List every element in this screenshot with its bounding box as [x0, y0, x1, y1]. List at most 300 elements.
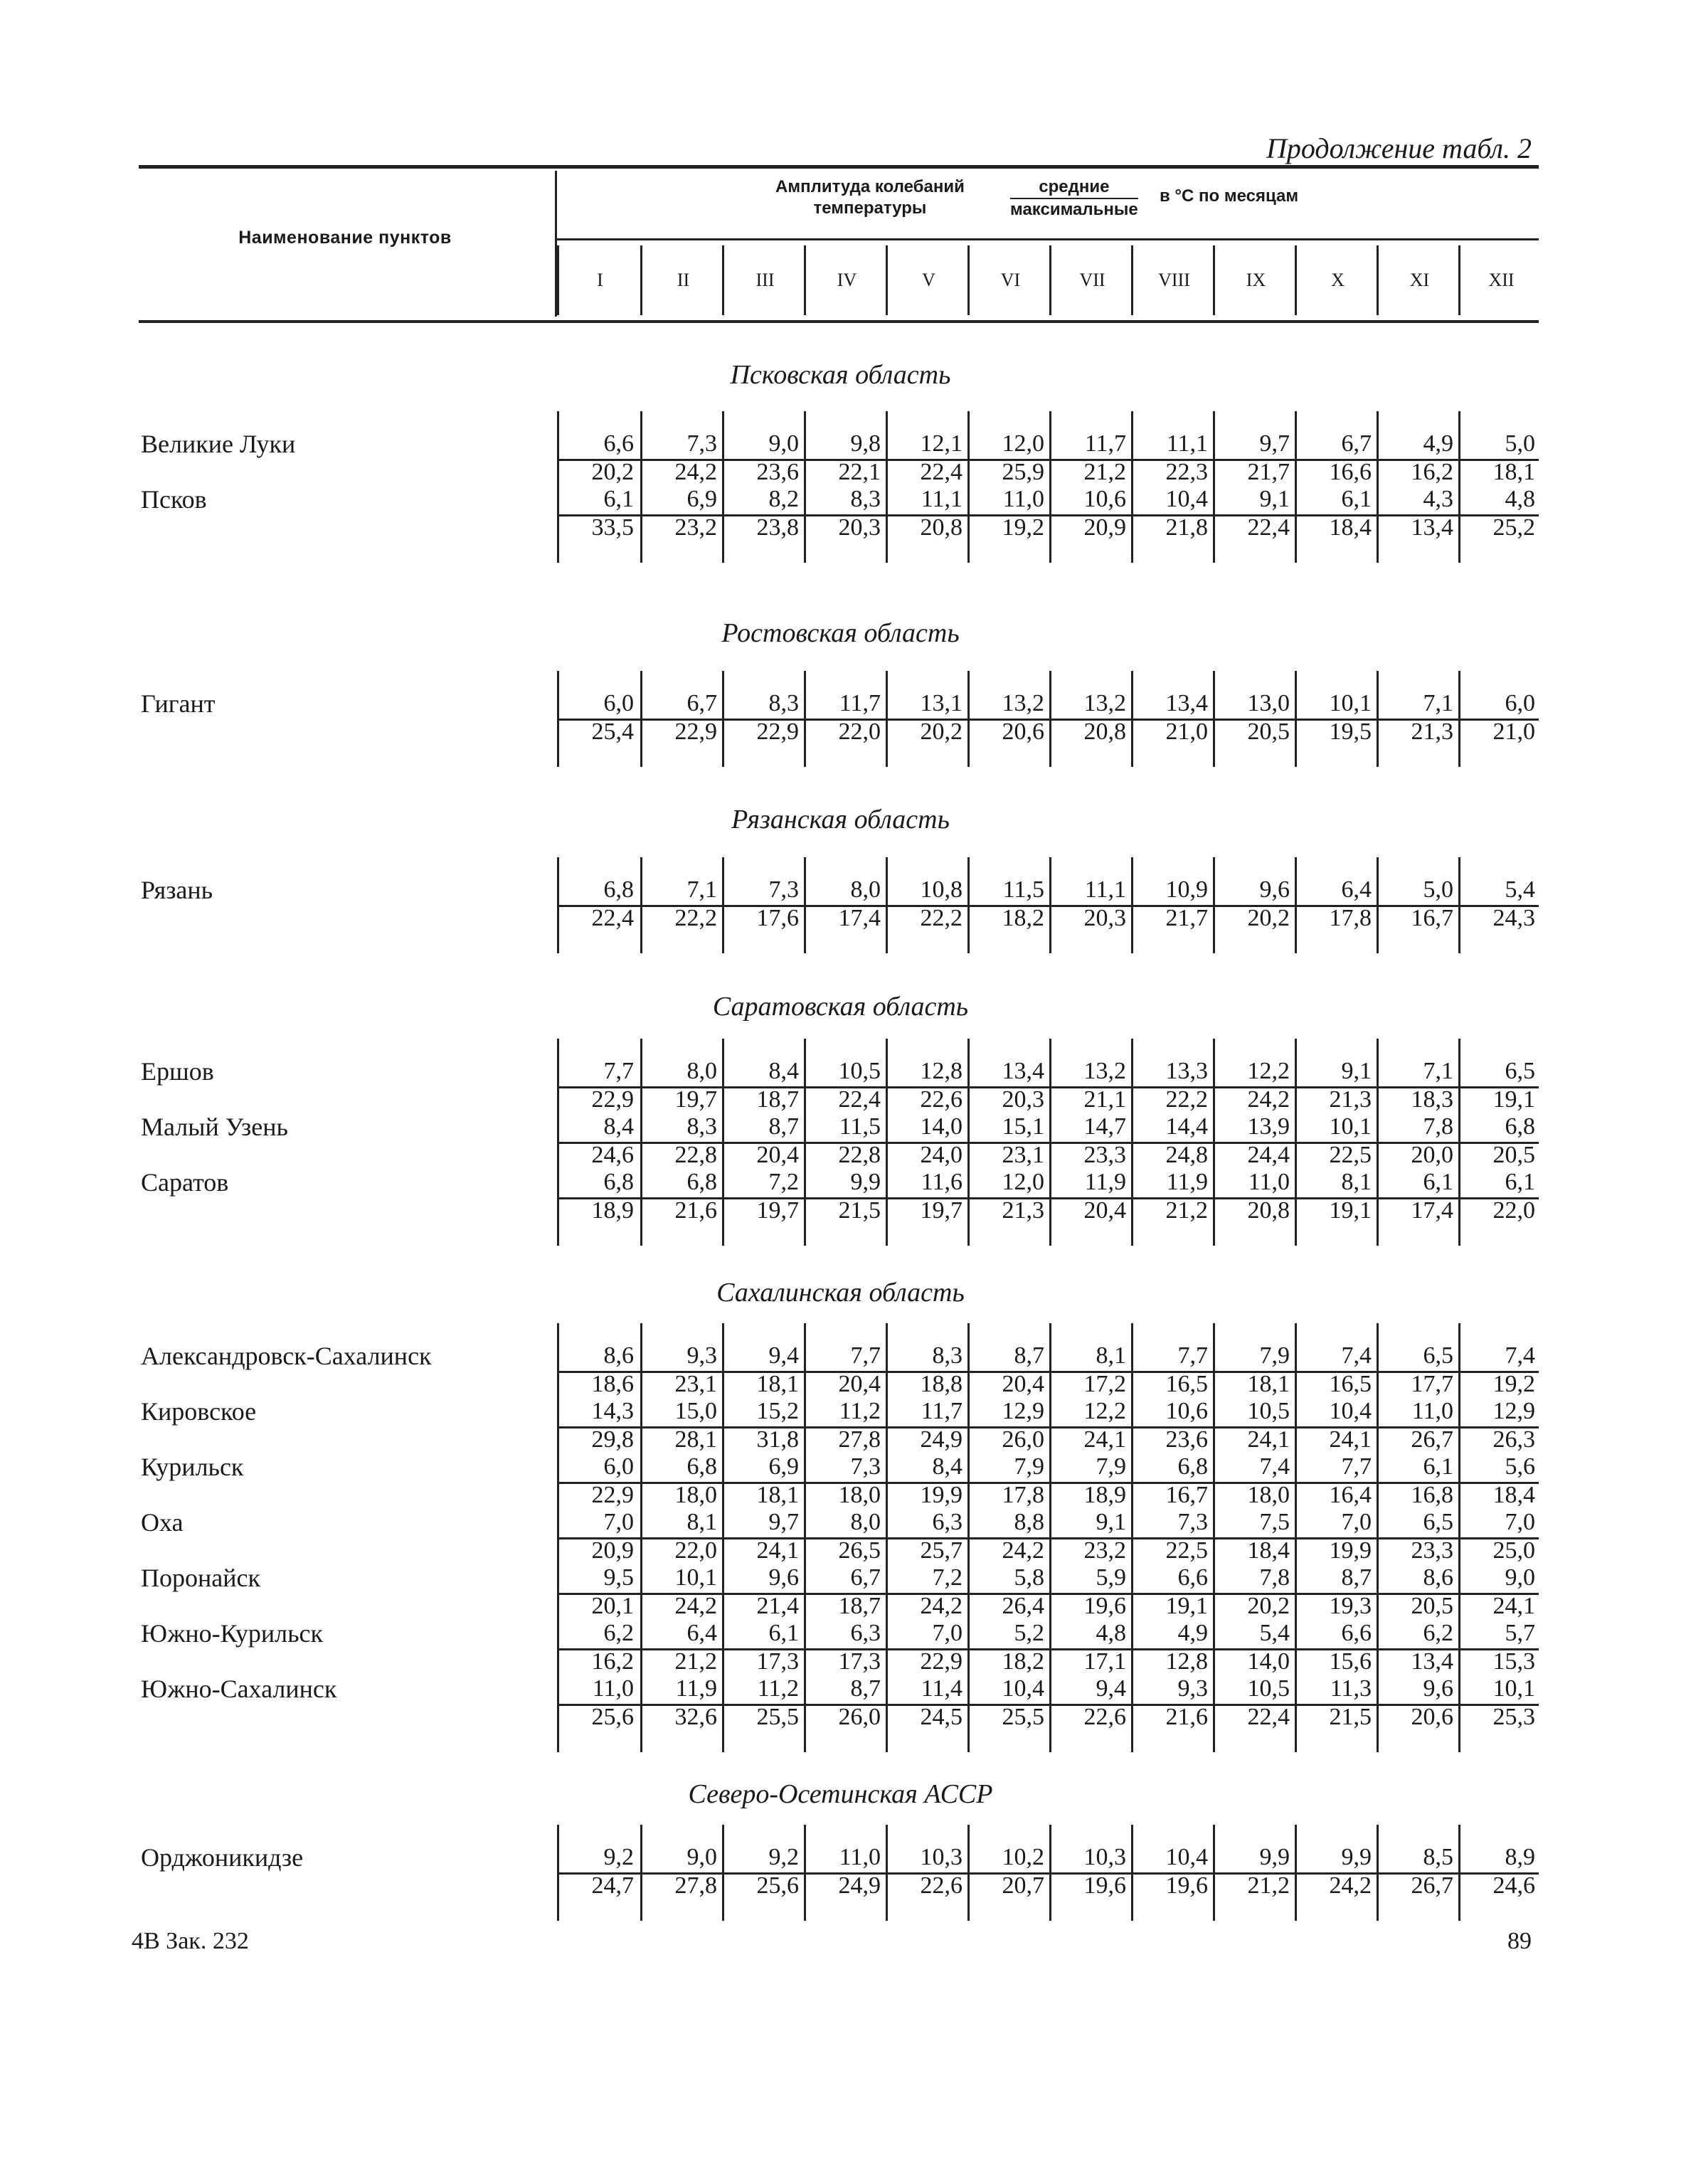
- avg-value: 6,6: [1177, 1564, 1208, 1591]
- avg-value: 9,9: [850, 1169, 881, 1195]
- avg-value: 6,8: [1177, 1453, 1208, 1480]
- max-value: 21,2: [1165, 1197, 1208, 1224]
- avg-value: 8,0: [850, 876, 881, 903]
- avg-value: 4,8: [1505, 486, 1535, 512]
- max-value: 18,4: [1492, 1482, 1535, 1508]
- avg-value: 11,0: [1002, 486, 1044, 512]
- avg-value: 6,4: [686, 1620, 717, 1646]
- max-value: 17,2: [1083, 1371, 1126, 1397]
- avg-value: 5,7: [1505, 1620, 1535, 1646]
- max-value: 21,4: [756, 1593, 799, 1619]
- avg-value: 8,3: [932, 1342, 963, 1369]
- max-value: 13,4: [1411, 514, 1453, 541]
- max-value: 21,6: [1165, 1704, 1208, 1730]
- station-name: Южно-Сахалинск: [141, 1675, 337, 1703]
- avg-value: 10,8: [920, 876, 963, 903]
- max-value: 19,1: [1492, 1086, 1535, 1113]
- max-value: 18,1: [756, 1371, 799, 1397]
- avg-value: 6,8: [1505, 1113, 1535, 1140]
- avg-value: 9,5: [603, 1564, 634, 1591]
- max-value: 14,0: [1247, 1648, 1290, 1675]
- avg-value: 4,3: [1423, 486, 1453, 512]
- avg-value: 9,4: [1096, 1675, 1126, 1702]
- max-value: 19,7: [756, 1197, 799, 1224]
- max-value: 18,9: [1083, 1482, 1126, 1508]
- avg-value: 6,1: [603, 486, 634, 512]
- avg-value: 6,1: [1505, 1169, 1535, 1195]
- avg-value: 6,3: [850, 1620, 881, 1646]
- avg-value: 9,0: [1505, 1564, 1535, 1591]
- max-value: 22,9: [756, 719, 799, 745]
- station-name: Саратов: [141, 1168, 229, 1197]
- max-value: 17,7: [1411, 1371, 1453, 1397]
- max-value: 22,6: [1083, 1704, 1126, 1730]
- avg-value: 8,6: [603, 1342, 634, 1369]
- max-value: 12,8: [1165, 1648, 1208, 1675]
- max-value: 19,6: [1083, 1593, 1126, 1619]
- max-value: 21,2: [674, 1648, 717, 1675]
- max-value: 19,1: [1329, 1197, 1372, 1224]
- max-value: 20,2: [591, 459, 634, 485]
- max-value: 20,2: [1247, 905, 1290, 931]
- fraction-numerator: средние: [1010, 176, 1138, 199]
- station-name: Южно-Курильск: [141, 1619, 323, 1648]
- max-value: 20,4: [756, 1142, 799, 1168]
- max-value: 21,3: [1002, 1197, 1044, 1224]
- station-name: Курильск: [141, 1453, 244, 1481]
- max-value: 22,6: [920, 1872, 963, 1899]
- max-value: 22,4: [920, 459, 963, 485]
- avg-value: 11,5: [1002, 876, 1044, 903]
- max-value: 24,2: [674, 1593, 717, 1619]
- max-value: 24,0: [920, 1142, 963, 1168]
- max-value: 24,1: [1492, 1593, 1535, 1619]
- avg-value: 11,9: [675, 1675, 717, 1702]
- max-value: 18,6: [591, 1371, 634, 1397]
- avg-value: 6,6: [1341, 1620, 1372, 1646]
- max-value: 24,2: [920, 1593, 963, 1619]
- avg-value: 9,1: [1096, 1509, 1126, 1535]
- max-value: 17,8: [1329, 905, 1372, 931]
- avg-value: 6,7: [1341, 430, 1372, 457]
- max-value: 19,6: [1083, 1872, 1126, 1899]
- max-value: 22,9: [591, 1482, 634, 1508]
- fraction-denominator: максимальные: [1010, 200, 1138, 219]
- max-value: 18,4: [1247, 1537, 1290, 1564]
- avg-value: 8,4: [603, 1113, 634, 1140]
- max-value: 28,1: [674, 1426, 717, 1453]
- max-value: 19,2: [1002, 514, 1044, 541]
- avg-value: 13,1: [920, 690, 963, 716]
- avg-value: 15,2: [756, 1398, 799, 1424]
- max-value: 32,6: [674, 1704, 717, 1730]
- month-header-2: II: [640, 245, 724, 315]
- max-value: 24,2: [1002, 1537, 1044, 1564]
- max-value: 23,3: [1411, 1537, 1453, 1564]
- station-name: Кировское: [141, 1397, 257, 1426]
- month-header-7: VII: [1049, 245, 1133, 315]
- max-value: 25,6: [591, 1704, 634, 1730]
- avg-value: 8,1: [686, 1509, 717, 1535]
- max-value: 21,2: [1083, 459, 1126, 485]
- avg-value: 10,3: [920, 1844, 963, 1870]
- max-value: 22,1: [838, 459, 881, 485]
- max-value: 24,1: [756, 1537, 799, 1564]
- avg-value: 6,7: [850, 1564, 881, 1591]
- station-name: Гигант: [141, 689, 216, 718]
- avg-value: 6,7: [686, 690, 717, 716]
- max-value: 15,6: [1329, 1648, 1372, 1675]
- max-value: 19,1: [1165, 1593, 1208, 1619]
- max-value: 19,5: [1329, 719, 1372, 745]
- avg-value: 9,4: [768, 1342, 799, 1369]
- avg-value: 11,4: [921, 1675, 963, 1702]
- max-value: 17,8: [1002, 1482, 1044, 1508]
- avg-value: 5,4: [1259, 1620, 1290, 1646]
- max-value: 23,1: [674, 1371, 717, 1397]
- avg-value: 14,7: [1083, 1113, 1126, 1140]
- avg-value: 11,7: [839, 690, 881, 716]
- max-value: 18,4: [1329, 514, 1372, 541]
- max-value: 18,1: [1492, 459, 1535, 485]
- max-value: 23,2: [1083, 1537, 1126, 1564]
- avg-value: 6,0: [1505, 690, 1535, 716]
- max-value: 31,8: [756, 1426, 799, 1453]
- avg-value: 10,5: [1247, 1398, 1290, 1424]
- avg-value: 12,1: [920, 430, 963, 457]
- avg-value: 13,0: [1247, 690, 1290, 716]
- max-value: 26,0: [838, 1704, 881, 1730]
- region-title: Северо-Осетинская АССР: [688, 1779, 993, 1809]
- max-value: 23,1: [1002, 1142, 1044, 1168]
- avg-value: 7,7: [1341, 1453, 1372, 1480]
- avg-value: 11,1: [921, 486, 963, 512]
- header-top-rule: [139, 165, 1539, 169]
- max-value: 20,7: [1002, 1872, 1044, 1899]
- avg-value: 7,0: [932, 1620, 963, 1646]
- footer-print-mark: 4В Зак. 232: [132, 1928, 249, 1954]
- avg-value: 5,8: [1014, 1564, 1044, 1591]
- max-value: 24,6: [591, 1142, 634, 1168]
- max-value: 13,4: [1411, 1648, 1453, 1675]
- column-header-name: Наименование пунктов: [238, 228, 452, 248]
- max-value: 18,7: [838, 1593, 881, 1619]
- avg-value: 10,1: [674, 1564, 717, 1591]
- avg-value: 9,8: [850, 430, 881, 457]
- max-value: 25,0: [1492, 1537, 1535, 1564]
- avg-value: 5,0: [1505, 430, 1535, 457]
- max-value: 20,4: [838, 1371, 881, 1397]
- max-value: 20,8: [1247, 1197, 1290, 1224]
- avg-value: 5,2: [1014, 1620, 1044, 1646]
- max-value: 24,2: [1247, 1086, 1290, 1113]
- max-value: 22,2: [1165, 1086, 1208, 1113]
- month-header-6: VI: [967, 245, 1051, 315]
- max-value: 25,9: [1002, 459, 1044, 485]
- avg-value: 6,8: [686, 1453, 717, 1480]
- max-value: 16,7: [1165, 1482, 1208, 1508]
- max-value: 17,3: [756, 1648, 799, 1675]
- avg-value: 8,7: [768, 1113, 799, 1140]
- avg-value: 11,2: [839, 1398, 881, 1424]
- region-title: Саратовская область: [712, 992, 969, 1022]
- avg-value: 4,9: [1177, 1620, 1208, 1646]
- max-value: 19,6: [1165, 1872, 1208, 1899]
- max-value: 20,5: [1492, 1142, 1535, 1168]
- avg-value: 7,3: [686, 430, 717, 457]
- avg-value: 11,0: [839, 1844, 881, 1870]
- max-value: 22,5: [1165, 1537, 1208, 1564]
- avg-value: 6,0: [603, 690, 634, 716]
- avg-value: 13,3: [1165, 1058, 1208, 1084]
- avg-value: 8,7: [850, 1675, 881, 1702]
- max-value: 26,0: [1002, 1426, 1044, 1453]
- avg-value: 4,9: [1423, 430, 1453, 457]
- avg-value: 9,0: [768, 430, 799, 457]
- max-value: 20,5: [1411, 1593, 1453, 1619]
- avg-value: 7,9: [1096, 1453, 1126, 1480]
- avg-value: 10,4: [1002, 1675, 1044, 1702]
- max-value: 20,0: [1411, 1142, 1453, 1168]
- max-value: 24,1: [1083, 1426, 1126, 1453]
- max-value: 20,9: [1083, 514, 1126, 541]
- avg-value: 7,1: [1423, 1058, 1453, 1084]
- avg-value: 9,6: [1423, 1675, 1453, 1702]
- month-header-8: VIII: [1131, 245, 1215, 315]
- max-value: 21,7: [1165, 905, 1208, 931]
- avg-value: 14,3: [591, 1398, 634, 1424]
- avg-value: 11,2: [757, 1675, 799, 1702]
- avg-value: 7,2: [932, 1564, 963, 1591]
- avg-value: 8,7: [1014, 1342, 1044, 1369]
- max-value: 22,9: [674, 719, 717, 745]
- max-value: 21,7: [1247, 459, 1290, 485]
- max-value: 19,9: [1329, 1537, 1372, 1564]
- avg-value: 13,2: [1083, 690, 1126, 716]
- avg-value: 12,0: [1002, 1169, 1044, 1195]
- max-value: 17,6: [756, 905, 799, 931]
- avg-value: 7,0: [1505, 1509, 1535, 1535]
- avg-value: 11,3: [1330, 1675, 1372, 1702]
- avg-value: 9,1: [1341, 1058, 1372, 1084]
- max-value: 24,1: [1247, 1426, 1290, 1453]
- max-value: 18,7: [756, 1086, 799, 1113]
- avg-value: 12,2: [1083, 1398, 1126, 1424]
- max-value: 24,2: [674, 459, 717, 485]
- max-value: 24,2: [1329, 1872, 1372, 1899]
- avg-value: 8,7: [1341, 1564, 1372, 1591]
- max-value: 18,3: [1411, 1086, 1453, 1113]
- avg-value: 6,2: [1423, 1620, 1453, 1646]
- max-value: 16,8: [1411, 1482, 1453, 1508]
- amplitude-line1: Амплитуда колебаний: [775, 177, 965, 196]
- max-value: 22,2: [920, 905, 963, 931]
- max-value: 20,6: [1002, 719, 1044, 745]
- avg-value: 15,0: [674, 1398, 717, 1424]
- avg-value: 11,5: [839, 1113, 881, 1140]
- avg-value: 10,1: [1329, 1113, 1372, 1140]
- max-value: 21,5: [838, 1197, 881, 1224]
- max-value: 17,1: [1083, 1648, 1126, 1675]
- max-value: 19,7: [920, 1197, 963, 1224]
- avg-value: 7,7: [1177, 1342, 1208, 1369]
- max-value: 26,4: [1002, 1593, 1044, 1619]
- avg-value: 11,7: [1084, 430, 1126, 457]
- avg-value: 12,8: [920, 1058, 963, 1084]
- avg-value: 7,4: [1341, 1342, 1372, 1369]
- avg-value: 10,4: [1329, 1398, 1372, 1424]
- max-value: 22,8: [674, 1142, 717, 1168]
- max-value: 21,8: [1165, 514, 1208, 541]
- avg-value: 9,2: [603, 1844, 634, 1870]
- avg-value: 9,7: [1259, 430, 1290, 457]
- avg-value: 8,8: [1014, 1509, 1044, 1535]
- max-value: 20,6: [1411, 1704, 1453, 1730]
- max-value: 22,8: [838, 1142, 881, 1168]
- avg-value: 7,8: [1259, 1564, 1290, 1591]
- avg-value: 8,1: [1096, 1342, 1126, 1369]
- avg-value: 9,9: [1259, 1844, 1290, 1870]
- station-name: Оха: [141, 1508, 184, 1537]
- max-value: 24,8: [1165, 1142, 1208, 1168]
- station-name: Псков: [141, 485, 207, 514]
- max-value: 22,4: [1247, 514, 1290, 541]
- max-value: 16,5: [1165, 1371, 1208, 1397]
- avg-value: 8,3: [686, 1113, 717, 1140]
- max-value: 16,5: [1329, 1371, 1372, 1397]
- page-number: 89: [1507, 1928, 1532, 1954]
- avg-value: 6,8: [603, 876, 634, 903]
- max-value: 20,2: [920, 719, 963, 745]
- max-value: 25,3: [1492, 1704, 1535, 1730]
- avg-value: 8,9: [1505, 1844, 1535, 1870]
- max-value: 22,4: [838, 1086, 881, 1113]
- avg-value: 9,7: [768, 1509, 799, 1535]
- max-value: 22,2: [674, 905, 717, 931]
- avg-value: 10,1: [1329, 690, 1372, 716]
- station-name: Поронайск: [141, 1564, 260, 1592]
- max-value: 19,7: [674, 1086, 717, 1113]
- avg-value: 7,9: [1014, 1453, 1044, 1480]
- avg-value: 6,9: [686, 486, 717, 512]
- max-value: 23,6: [1165, 1426, 1208, 1453]
- avg-value: 10,6: [1083, 486, 1126, 512]
- max-value: 20,4: [1002, 1371, 1044, 1397]
- max-value: 21,0: [1165, 719, 1208, 745]
- max-value: 20,3: [1083, 905, 1126, 931]
- max-value: 29,8: [591, 1426, 634, 1453]
- avg-value: 11,9: [1084, 1169, 1126, 1195]
- max-value: 18,1: [756, 1482, 799, 1508]
- max-value: 24,4: [1247, 1142, 1290, 1168]
- avg-value: 7,7: [850, 1342, 881, 1369]
- max-value: 20,5: [1247, 719, 1290, 745]
- avg-value: 11,9: [1166, 1169, 1208, 1195]
- month-header-3: III: [722, 245, 806, 315]
- max-value: 24,1: [1329, 1426, 1372, 1453]
- avg-value: 7,0: [1341, 1509, 1372, 1535]
- avg-value: 13,9: [1247, 1113, 1290, 1140]
- max-value: 21,2: [1247, 1872, 1290, 1899]
- max-value: 26,7: [1411, 1426, 1453, 1453]
- avg-value: 6,8: [686, 1169, 717, 1195]
- max-value: 22,0: [674, 1537, 717, 1564]
- avg-value: 6,1: [1341, 486, 1372, 512]
- max-value: 26,3: [1492, 1426, 1535, 1453]
- station-name: Александровск-Сахалинск: [141, 1342, 432, 1370]
- avg-value: 7,5: [1259, 1509, 1290, 1535]
- avg-value: 15,1: [1002, 1113, 1044, 1140]
- avg-value: 7,3: [768, 876, 799, 903]
- avg-value: 9,3: [1177, 1675, 1208, 1702]
- avg-value: 5,4: [1505, 876, 1535, 903]
- max-value: 20,2: [1247, 1593, 1290, 1619]
- max-value: 22,4: [591, 905, 634, 931]
- avg-value: 6,5: [1505, 1058, 1535, 1084]
- max-value: 16,2: [591, 1648, 634, 1675]
- max-value: 22,5: [1329, 1142, 1372, 1168]
- avg-value: 8,6: [1423, 1564, 1453, 1591]
- amplitude-line2: температуры: [813, 198, 927, 218]
- max-value: 20,8: [1083, 719, 1126, 745]
- max-value: 17,4: [1411, 1197, 1453, 1224]
- max-value: 26,7: [1411, 1872, 1453, 1899]
- max-value: 24,6: [1492, 1872, 1535, 1899]
- max-value: 16,2: [1411, 459, 1453, 485]
- max-value: 18,0: [674, 1482, 717, 1508]
- avg-value: 14,0: [920, 1113, 963, 1140]
- avg-value: 10,2: [1002, 1844, 1044, 1870]
- max-value: 18,8: [920, 1371, 963, 1397]
- max-value: 20,8: [920, 514, 963, 541]
- avg-value: 13,4: [1002, 1058, 1044, 1084]
- max-value: 18,0: [838, 1482, 881, 1508]
- max-value: 21,3: [1411, 719, 1453, 745]
- avg-value: 11,0: [1411, 1398, 1453, 1424]
- max-value: 33,5: [591, 514, 634, 541]
- region-title: Рязанская область: [731, 805, 950, 834]
- avg-value: 8,5: [1423, 1844, 1453, 1870]
- region-title: Сахалинская область: [716, 1278, 965, 1308]
- max-value: 23,3: [1083, 1142, 1126, 1168]
- avg-value: 13,4: [1165, 690, 1208, 716]
- avg-value: 6,6: [603, 430, 634, 457]
- avg-value: 11,6: [921, 1169, 963, 1195]
- avg-value: 7,4: [1259, 1453, 1290, 1480]
- avg-value: 10,5: [1247, 1675, 1290, 1702]
- avg-value: 6,5: [1423, 1342, 1453, 1369]
- max-value: 18,1: [1247, 1371, 1290, 1397]
- max-value: 21,5: [1329, 1704, 1372, 1730]
- region-title: Ростовская область: [721, 618, 960, 648]
- avg-value: 6,1: [1423, 1453, 1453, 1480]
- column-header-amplitude: [775, 176, 965, 219]
- max-value: 24,7: [591, 1872, 634, 1899]
- month-header-5: V: [886, 245, 970, 315]
- avg-value: 6,0: [603, 1453, 634, 1480]
- month-header-10: X: [1295, 245, 1379, 315]
- avg-value: 10,4: [1165, 486, 1208, 512]
- avg-value: 9,1: [1259, 486, 1290, 512]
- avg-value: 7,1: [686, 876, 717, 903]
- max-value: 16,6: [1329, 459, 1372, 485]
- region-title: Псковская область: [730, 360, 951, 390]
- avg-value: 9,2: [768, 1844, 799, 1870]
- avg-value: 7,1: [1423, 690, 1453, 716]
- avg-value: 13,2: [1083, 1058, 1126, 1084]
- avg-value: 7,3: [1177, 1509, 1208, 1535]
- max-value: 25,6: [756, 1872, 799, 1899]
